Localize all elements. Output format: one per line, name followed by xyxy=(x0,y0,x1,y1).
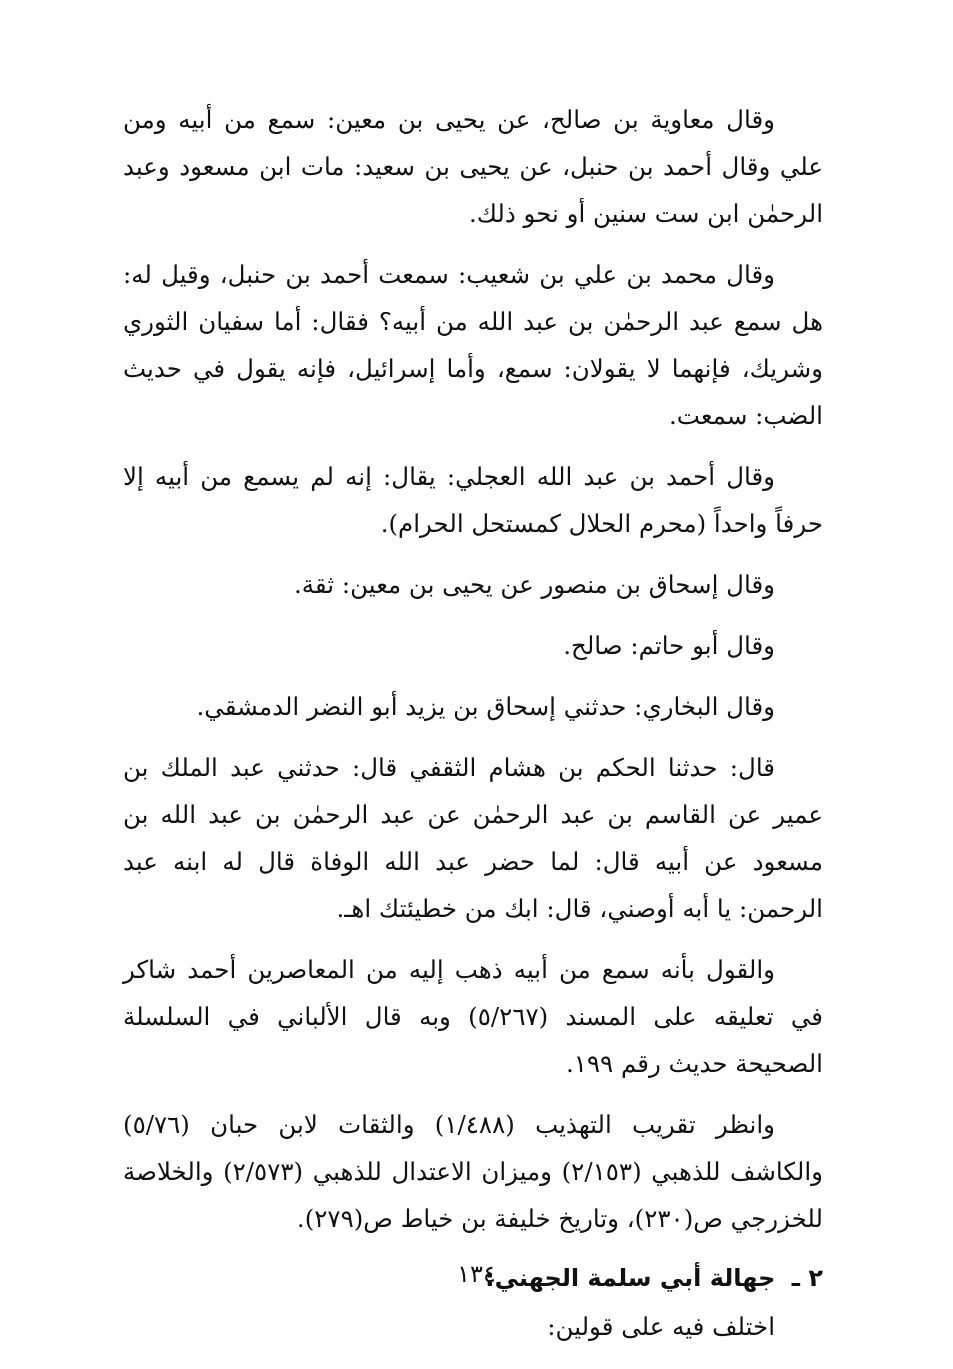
paragraph-4: وقال إسحاق بن منصور عن يحيى بن معين: ثقة. xyxy=(293,570,775,599)
section-number: ٢ ـ xyxy=(791,1264,823,1292)
paragraph-7: قال: حدثنا الحكم بن هشام الثقفي قال: حدثني عبد الملك بن عمير عن القاسم بن عبد الرحمٰن عن عبد الرحمٰن بن عبد الله بن مسعود عن أبيه قال: لما حضر عبد الله الوفاة قال له ابنه عبد الرحمن: يا أبه أوصني، قال: ابك من خطيئتك اهـ. xyxy=(123,753,823,923)
paragraph-2: وقال محمد بن علي بن شعيب: سمعت أحمد بن حنبل، وقيل له: هل سمع عبد الرحمٰن بن عبد الله من أبيه؟ فقال: أما سفيان الثوري وشريك، فإنهما لا يقولان: سمع، وأما إسرائيل، فإنه يقول في حديث الضب: سمعت. xyxy=(123,260,823,430)
paragraph-8: والقول بأنه سمع من أبيه ذهب إليه من المعاصرين أحمد شاكر في تعليقه على المسند (٥/٢٦٧) وبه قال الألباني في السلسلة الصحيحة حديث رقم ١٩٩. xyxy=(123,955,823,1078)
paragraph-5: وقال أبو حاتم: صالح. xyxy=(563,631,775,660)
paragraph-9: وانظر تقريب التهذيب (١/٤٨٨) والثقات لابن حبان (٥/٧٦) والكاشف للذهبي (٢/١٥٣) وميزان الاعتدال للذهبي (٢/٥٧٣) والخلاصة للخزرجي ص(٢٣٠)، وتاريخ خليفة بن خياط ص(٢٧٩). xyxy=(123,1110,823,1233)
paragraph-6: وقال البخاري: حدثني إسحاق بن يزيد أبو النضر الدمشقي. xyxy=(196,692,775,721)
page-body xyxy=(123,96,823,1350)
paragraph-1: وقال معاوية بن صالح، عن يحيى بن معين: سمع من أبيه ومن علي وقال أحمد بن حنبل، عن يحيى بن سعيد: مات ابن مسعود وعبد الرحمٰن ابن ست سنين أو نحو ذلك. xyxy=(123,105,823,228)
paragraph-3: وقال أحمد بن عبد الله العجلي: يقال: إنه لم يسمع من أبيه إلا حرفاً واحداً (محرم الحلال كمستحل الحرام). xyxy=(123,462,823,538)
page-number: ١٣٤ xyxy=(457,1260,496,1288)
section-intro: اختلف فيه على قولين: xyxy=(547,1312,775,1341)
section-title: جهالة أبي سلمة الجهني: xyxy=(485,1264,776,1292)
